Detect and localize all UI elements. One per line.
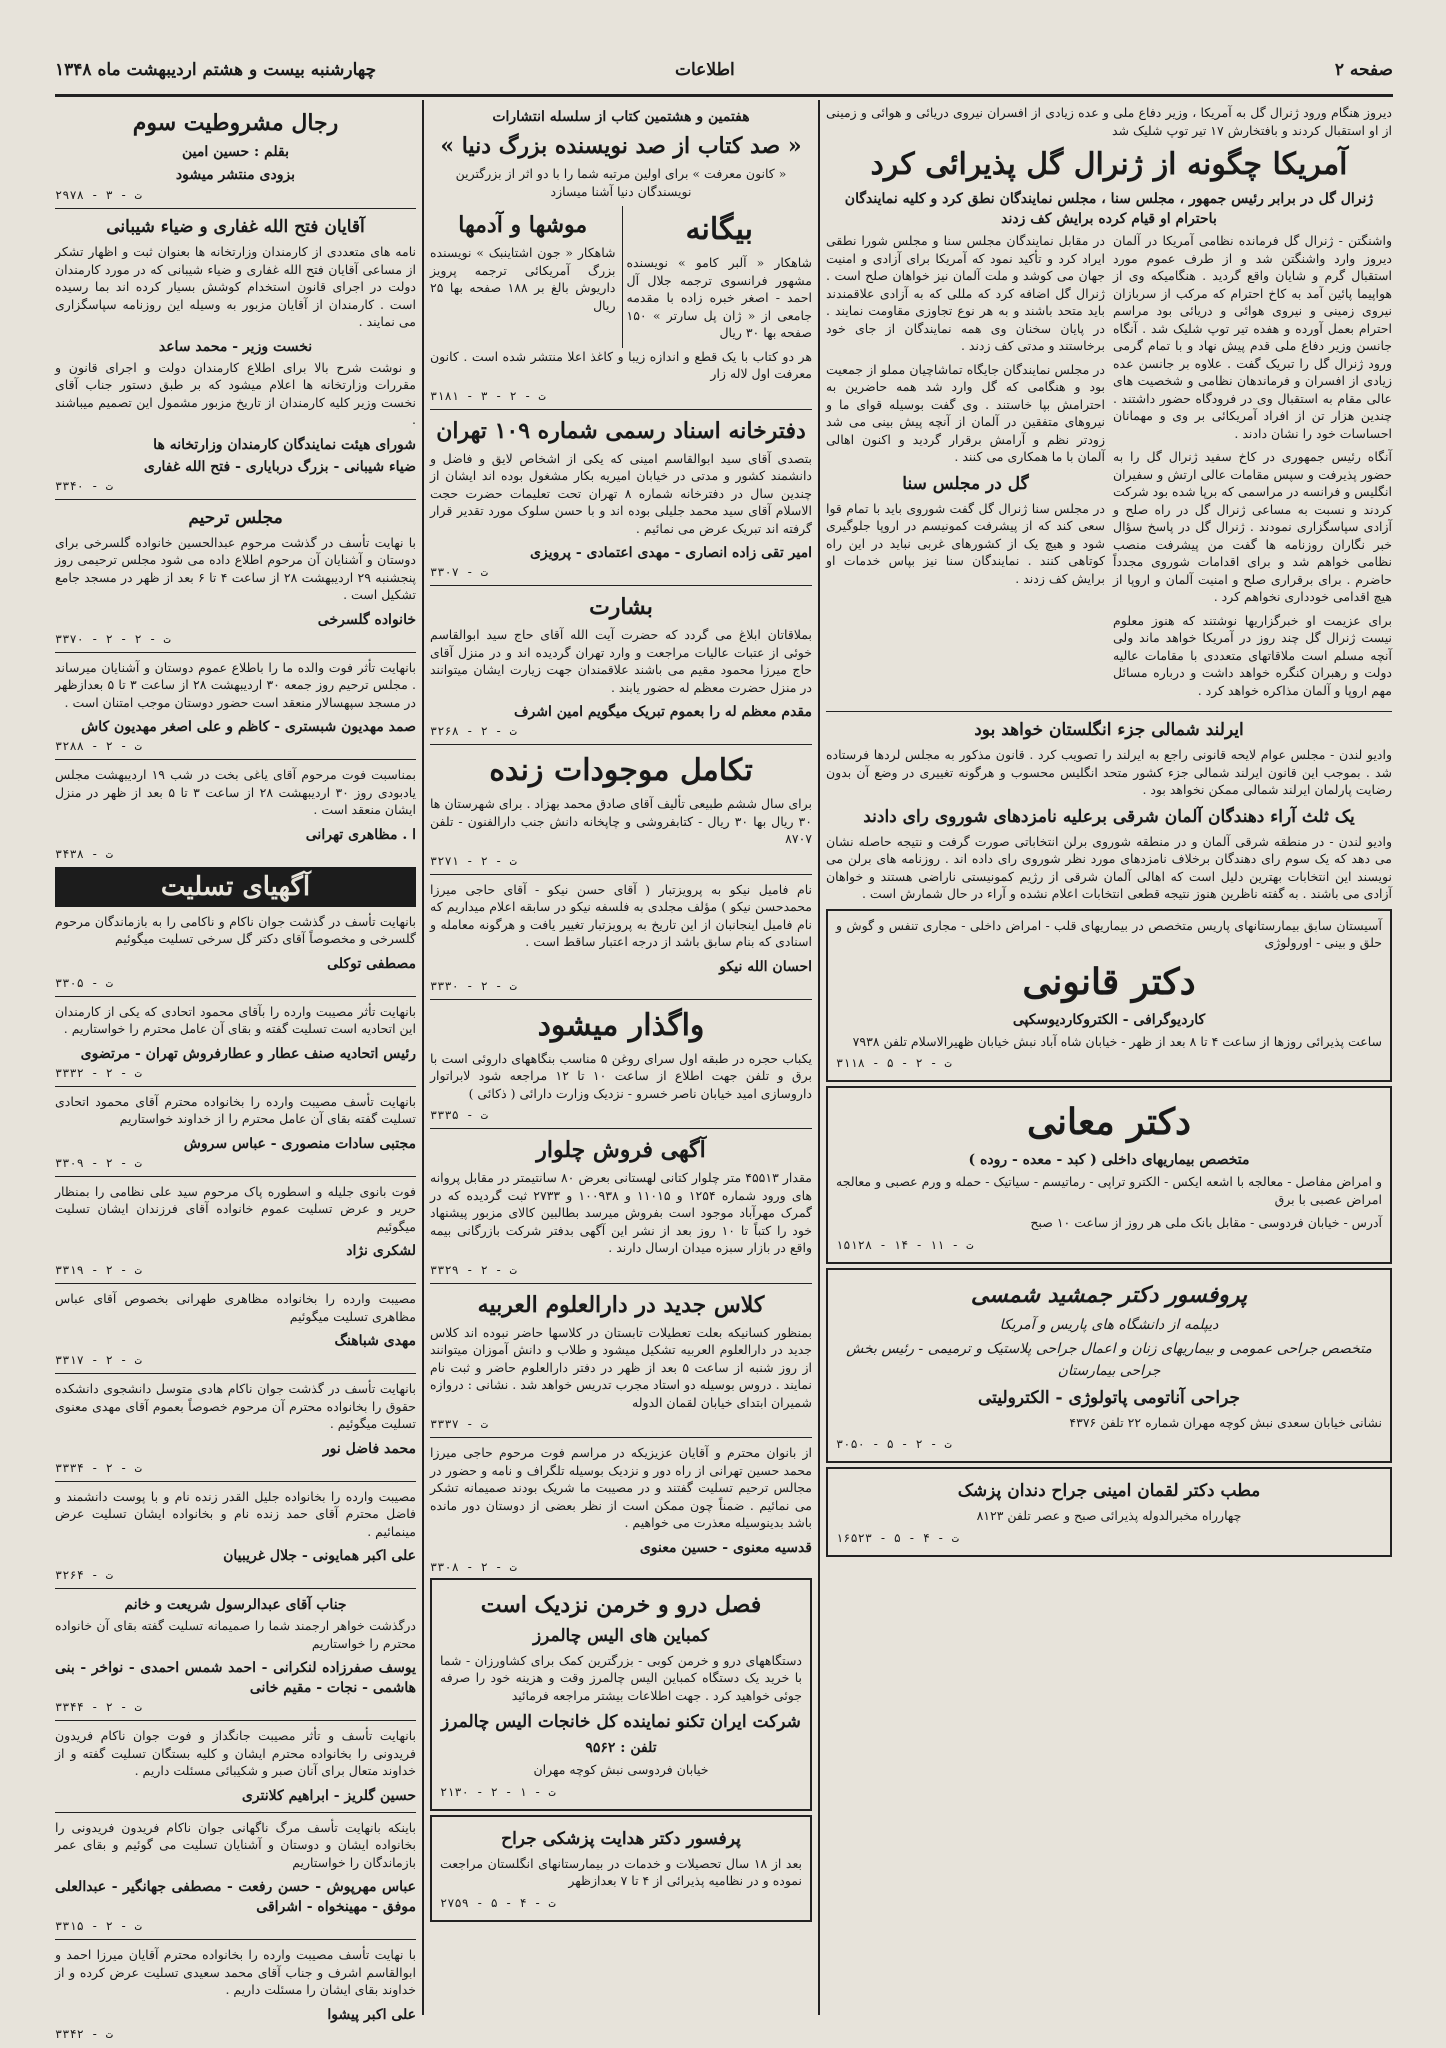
ad-code: ۳۲۸۸ - ت - ۲: [55, 739, 142, 753]
issue-date: چهارشنبه بیست و هشتم اردیبهشت ماه ۱۳۴۸: [55, 60, 377, 80]
memorial-text: با نهایت تأسف در گذشت مرحوم عبدالحسین خانواده گلسرخی برای دوستان و آشنایان آن مرحوم اطلاع داده می شود مجلس ترحیمی روز پنجشنبه ۲۹ اردیبهشت ۲۸ از ساعت ۴ تا ۶ بعد از ظهر در مسجد جامع تشکیل است .: [55, 534, 416, 602]
good-news-heading: بشارت: [589, 594, 653, 620]
harvest-heading: فصل درو و خرمن نزدیک است: [480, 1591, 762, 1618]
book-author: بقلم : حسین امین: [181, 144, 290, 160]
notary-text: بتصدی آقای سید ابوالقاسم امینی که یکی از اشخاص لایق و فاضل و دانشمند کشور و مدتی در خیابان امیریه بکار مشغول بوده اند ایشان از چندین سال در دفترخانه شماره ۸ تهران تحت تعلیمات حضرت حجت الاسلام آقای سید محمد جلیلی بوده اند و با حسن سلوک مورد تقدیر قرار گرفته اند تبریک عرض می نمائیم .: [430, 450, 812, 536]
book-text: برای سال ششم طبیعی تألیف آقای صادق محمد بهزاد . برای شهرستان ها ۳۰ ریال بها ۳۰ ریال - کتابفروشی و چاپخانه دانش جنب دارالفنون - تلفن ۸۷۰۷: [430, 796, 812, 846]
ad-code: ۳۳۳۴ - ت - ۲: [55, 1460, 142, 1475]
ad-code: ۳۲۶۸ - ت - ۲: [430, 724, 517, 738]
condolence-text: مصیبت وارده را بخانواده جلیل القدر زنده نام و با پوست دانشمند و فاضل محترم آقای حمد زنده نام و بخانواده ایشان تسلیت عرض مینمائیم .: [55, 1488, 416, 1539]
school-heading: کلاس جدید در دارالعلوم العربیه: [477, 1291, 765, 1318]
ad-harvest: [430, 1578, 812, 1811]
ad-code: ۳۲۷۱ - ت - ۲: [430, 853, 517, 868]
memorial-heading: مجلس ترحیم: [188, 507, 283, 528]
ad-dentist: [826, 1467, 1392, 1557]
column-divider-left: [422, 100, 424, 2015]
column-divider-right: [818, 100, 820, 2015]
article-body: [826, 232, 1392, 705]
ad-code: ۳۳۱۹ - ت - ۲: [55, 1263, 142, 1277]
condolence-text: بانهایت تأسف در گذشت جوان ناکام و ناکامی را به بازماندگان مرحوم گلسرخی و مخصوصاً آقای دکتر گل سرخی تسلیت میگوئیم: [55, 913, 416, 946]
harvest-company: شرکت ایران تکنو نماینده کل خانجات الیس چالمرز: [441, 1712, 801, 1732]
ad-code: ۳۳۳۵ - ت: [430, 1108, 488, 1122]
ad-code: ۳۳۰۵ - ت: [55, 975, 113, 990]
condolence-item: [55, 1488, 416, 1583]
thanks-signature: قدسیه معنوی - حسین معنوی: [639, 1539, 812, 1556]
condolence-item: [55, 1003, 416, 1080]
series-top: هفتمین و هشتمین کتاب از سلسله انتشارات: [492, 109, 750, 125]
divider: [430, 1128, 812, 1129]
article-text: در مجلس نمایندگان جایگاه تماشاچیان مملو از جمعیت بود و هنگامی که گل وارد شد همه حاضرین به احترامش بپا خاستند . وی گفت بوسیله قوای ما و نیروهای متفقین در آلمان از آنچه پیش بینی می شد زودتر نظم و آرامش برقرار گردید و اکنون اهالی آلمان با ما همکاری می کنند .: [826, 361, 1105, 464]
divider: [55, 759, 416, 760]
book-text: شاهکار « آلبر کامو » نویسنده مشهور فرانسوی ترجمه جلال آل احمد - اصغر خبره زاده با مقدمه جامعی از « ژان پل سارتر » ۱۵۰ صفحه بها ۳۰ ریال: [626, 255, 812, 340]
notice-signature: نخست وزیر - محمد ساعد: [158, 338, 313, 355]
condolence-signature: رئیس اتحادیه صنف عطار و عطارفروش تهران - مرتضوی: [80, 1045, 416, 1062]
headline-us-welcome: آمریکا چگونه از ژنرال گل پذیرائی کرد: [870, 147, 1348, 182]
book-title-constitution: رجال مشروطیت سوم: [132, 110, 339, 136]
header-rule: [55, 94, 1393, 97]
name-change-signature: احسان الله نیکو: [719, 958, 812, 975]
section-heading: گل در مجلس سنا: [902, 473, 1029, 494]
divider: [55, 652, 416, 653]
column-left: [55, 104, 416, 2041]
divider: [430, 874, 812, 875]
ad-address: چهارراه مخبرالدوله پذیرائی صبح و عصر تلفن ۸۱۲۳: [976, 1508, 1242, 1523]
notice-heading: آقایان فتح الله غفاری و ضیاء شیبانی: [106, 217, 365, 237]
notice-text: نامه های متعددی از کارمندان وزارتخانه ها بعنوان ثبت و اظهار تشکر از مساعی آقایان فتح الله غفاری و ضیاء شیبانی که در مورد کارمندان دولت در اجرای قانون استخدام کوشش بسیار کرده اند بما رسیده است . کارمندان از آقایان مزبور به وسیله این روزنامه سپاسگزاری می نمایند .: [55, 244, 416, 329]
memorial-signature: ا . مظاهری تهرانی: [305, 826, 416, 843]
notice-signature: ضیاء شیبانی - بزرگ دربایاری - فتح الله غفاری: [143, 458, 416, 475]
ad-text: متخصص جراحی عمومی و بیماریهای زنان و اعمال جراحی پلاستیک و ترمیمی - رئیس بخش جراحی بیمارستان: [846, 1340, 1372, 1379]
ad-code: ۳۰۵۰ - ت - ۲ - ۵: [836, 1437, 952, 1451]
divider: [430, 1283, 812, 1284]
book-text: شاهکار « جون اشتاینبک » نویسنده بزرگ آمریکائی ترجمه پرویز داریوش بالغ بر ۱۸۸ صفحه بها ۲۵ ریال: [430, 245, 616, 313]
divider: [55, 996, 416, 997]
ad-address: ساعت پذیرائی روزها از ساعت ۴ تا ۸ بعد از ظهر - خیابان شاه آباد نبش خیابان ظهیرالاسلام تلفن ۷۹۳۸: [852, 1033, 1382, 1049]
condolence-item: [55, 1290, 416, 1367]
school-text: بمنظور کسانیکه بعلت تعطیلات تابستان در کلاسها حاضر نبوده اند کلاس جدید در دارالعلوم العربیه تشکیل میشود و طلاب و دانش آموزان میتوانند از روز شنبه از ساعت ۵ بعد از ظهر در دفتر دارالعلوم حاضر و ثبت نام نمایند . دروس بوسیله دو استاد مجرب تدریس خواهد شد . نشانی : دروازه شمیران ابتدای خیابان لقمان الدوله: [430, 1324, 813, 1410]
ad-code: ۳۱۸۱ - ت - ۲ - ۳: [430, 388, 546, 403]
condolence-text: بانهایت تأسف مصیبت وارده را بخانواده محترم آقای محمود اتحادی تسلیت گفته بقای آن عامل محترم را از خداوند خواستاریم: [55, 1093, 416, 1126]
page-number: صفحه ۲: [1334, 60, 1393, 80]
condolence-signature: علی اکبر پیشوا: [327, 2006, 416, 2023]
ad-code: ۳۳۰۸ - ت - ۲: [430, 1559, 517, 1574]
condolence-signature: حسین گلریز - ابراهیم کلانتری: [241, 1787, 416, 1804]
ad-title: مطب دکتر لقمان امینی جراح دندان پزشک: [957, 1481, 1261, 1501]
condolence-item: [55, 1727, 416, 1806]
ad-code: ۳۳۰۹ - ت - ۲: [55, 1155, 142, 1170]
notary-signature: امیر تقی زاده انصاری - مهدی اعتمادی - پرویزی: [530, 545, 812, 561]
condolence-text: باینکه بانهایت تأسف مرگ ناگهانی جوان ناکام فریدون فریدونی را بخانواده ایشان و دوستان و آشنایان تسلیت می گوئیم و بقای عمر بازماندگان را خواستاریم: [55, 1819, 416, 1870]
ad-code: ۲۹۷۸ - ت - ۳: [55, 188, 142, 202]
condolence-item: [55, 1819, 416, 1934]
condolence-text: مصیبت وارده را بخانواده مظاهری طهرانی بخصوص آقای عباس مظاهری تسلیت میگوئیم: [55, 1291, 416, 1324]
condolence-signature: عباس مهرپوش - حسن رفعت - مصطفی جهانگیر - عبدالعلی موفق - مهینخواه - اشراقی: [55, 1879, 416, 1915]
thanks-text: از بانوان محترم و آقایان عزیزیکه در مراسم فوت مرحوم حاجی میرزا محمد حسین تهرانی از راه دور و نزدیک بوسیله تلگراف و نامه و حضور در مجالس ترحیم تسلیت گفتند و در مصیبت ما شریک بودند صمیمانه تشکر می نمائیم . ضمناً چون ممکن است از نظر بعضی از دوستان دور مانده باشد بدینوسیله معذرت می خواهیم .: [430, 1445, 812, 1530]
condolence-signature: مهدی شباهنگ: [334, 1333, 416, 1349]
headline-ireland: ایرلند شمالی جزء انگلستان خواهد بود: [974, 720, 1244, 740]
ad-code: ۳۳۰۷ - ت: [430, 565, 488, 579]
memorial-text: بانهایت تأثر فوت والده ما را باطلاع عموم دوستان و آشنایان میرساند . مجلس ترحیم روز جمعه ۳۰ اردیبهشت ۲۸ از ساعت ۳ تا ۵ بعدازظهر در مسجد سپهسالار منعقد است حضور دوستان موجب امتنان است .: [55, 659, 416, 710]
ad-code: ۳۲۶۴ - ت: [55, 1568, 113, 1582]
ad-title: پروفسور دکتر جمشید شمسی: [970, 1281, 1248, 1308]
ad-code: ۳۳۱۷ - ت - ۲: [55, 1353, 142, 1367]
ad-code: ۲۷۵۹ - ت - ۴ - ۵: [440, 1895, 556, 1910]
ad-professor-shamsi: [826, 1268, 1392, 1464]
ad-code: ۳۳۳۲ - ت - ۲: [55, 1065, 142, 1080]
ad-code: ۳۱۱۸ - ت - ۲ - ۵: [836, 1056, 952, 1070]
headline-east-germany: یک ثلث آراء دهندگان آلمان شرقی برعلیه نامزدهای شوروی رای دادند: [863, 806, 1355, 827]
condolence-signature: علی اکبر همایونی - جلال غریبیان: [223, 1548, 416, 1564]
memorial-text: بمناسبت فوت مرحوم آقای یاغی بخت در شب ۱۹ اردیبهشت مجلس یادبودی روز ۳۰ اردیبهشت ۲۸ از ساعت ۳ تا ۵ بعد از ظهر در منزل ایشان منعقد است .: [55, 767, 416, 817]
condolence-text: فوت بانوی جلیله و اسطوره پاک مرحوم سید علی نظامی را بمنظار حریر و عرض تسلیت عموم خانواده آقای فرزندان ایشان تسلیت میگوئیم: [55, 1183, 416, 1234]
ad-code: ۲۱۳۰ - ت - ۱ - ۲: [440, 1784, 556, 1799]
newspaper-name: اطلاعات: [675, 60, 735, 80]
ad-code: ۳۳۱۵ - ت - ۲: [55, 1919, 142, 1933]
ad-code: ۱۵۱۲۸ - ت - ۱۱ - ۱۴: [836, 1237, 974, 1252]
ad-subtitle: کاردیوگرافی - الکتروکاردیوسکپی: [1012, 1011, 1206, 1028]
name-change-text: نام فامیل نیکو به پرویزتبار ( آقای حسن نیکو - آقای حاجی میرزا محمدحسن نیکو ) مؤلف مجلدی به فلسفه نیکو در سابقه اعلام میداریم که نام فامیل اینجانبان از این تاریخ به پرویزتبار تغییر یافت و هرگونه معامله و اسنادی که بنام سابق باشد از درجه اعتبار ساقط است .: [430, 881, 812, 949]
page-header: [55, 52, 1393, 92]
memorial-signature: صمد مهدیون شبستری - کاظم و علی اصغر مهدیون کاش: [81, 719, 416, 735]
condolence-text: بانهایت تأثر مصیبت وارده را بآقای محمود اتحادی که یکی از کارمندان این اتحادیه است تسلیت گفته و بقای آن عامل محترم را خواستاریم .: [55, 1003, 416, 1036]
notice-signature: شورای هیئت نمایندگان کارمندان وزارتخانه ها: [153, 436, 416, 453]
condolence-heading: جناب آقای عبدالرسول شریعت و خانم: [124, 1597, 347, 1613]
article-text: وادیو لندن - در منطقه شرقی آلمان و در منطقه شوروی برلن انتخاباتی صورت گرفت و نتیجه حاصله نشان می دهد که یک سوم رای دهندگان برخلاف نامزدهای مورد نظر شوروی رای داده اند . روزنامه های برلن می نویسند این انتخابات بهترین دلیل است که اهالی آلمان شرقی از رژیم کمونیستی ناراضی هستند و خواهان آزادی می باشند . به گفته ناظرین هنوز نتیجه قطعی انتخابات اعلام نشده و آراء در حال شمارش است .: [826, 833, 1392, 901]
condolence-item: [55, 1183, 416, 1278]
ad-code: ۳۳۷۰ - ت - ۲ - ۲: [55, 631, 171, 646]
ad-code: ۳۳۲۹ - ت - ۲: [430, 1262, 517, 1277]
column-middle: [430, 104, 812, 2009]
condolence-signature: محمد فاضل نور: [322, 1440, 416, 1457]
notice-text: و نوشت شرح بالا برای اطلاع کارمندان دولت و اجرای قانون و مقررات وزارتخانه ها اعلام میشود که بر طبق دستور جناب آقای نخست وزیر کلیه کارمندان از تاریخ مزبور مشمول این تصمیم میباشند .: [55, 359, 416, 427]
ad-code: ۳۳۴۴ - ت - ۲: [55, 1700, 142, 1714]
ad-subtitle: متخصص بیماریهای داخلی ( کبد - معده - روده ): [968, 1152, 1250, 1168]
divider: [430, 1437, 812, 1438]
divider: [55, 1481, 416, 1482]
book-soon: بزودی منتشر میشود: [175, 167, 296, 183]
sale-heading: آگهی فروش چلوار: [536, 1137, 706, 1163]
ad-subtitle: دیپلمه از دانشگاه های پاریس و آمریکا: [999, 1316, 1219, 1333]
ad-code: ۱۶۵۲۳ - ت - ۴ - ۵: [836, 1530, 959, 1545]
article-text: آنگاه رئیس جمهوری در کاخ سفید ژنرال گل را به حضور پذیرفت و سپس مقامات عالی ارتش و سفیران انگلیس و فرانسه در مراسمی که برپا شده بود شرکت کردند و نسبت به مساعی ژنرال گل در راه صلح و آزادی سپاسگزاری نمودند . ژنرال گل در پاسخ سؤال خبر نگاران روزنامه ها گفت من پیشرفت منصب نظامی خواهم شد و برای اقدامات شوروی مجدداً حاضرم . برای برقراری صلح و امنیت آلمان و اروپا از هیچ اقدامی خودداری نخواهم کرد .: [1113, 449, 1392, 604]
condolence-item: [55, 1946, 416, 2041]
good-news-text: بملاقاتان ابلاغ می گردد که حضرت آیت الله آقای حاج سید ابوالقاسم خوئی از عتبات عالیات مراجعت و وارد تهران گردیده اند و در منزل آقای حاج میرزا محمود مقیم می باشند علاقمندان جهت زیارت ایشان میتوانند در منزل حضرت معظم له حضور یابند .: [430, 627, 812, 695]
transfer-text: یکباب حجره در طبقه اول سرای روغن ۵ مناسب بنگاههای داروئی است با برق و تلفن جهت اطلاع از ساعت ۱۰ تا ۱۲ مراجعه شود لابراتوار داروسازی امید خیابان ناصر خسرو - نزدیک وزارت دارائی ( ذکائی ): [430, 1050, 812, 1101]
divider: [826, 711, 1392, 712]
ad-title: دکتر معانی: [1026, 1101, 1192, 1143]
ad-doctor-maani: [826, 1086, 1392, 1264]
column-right: [826, 104, 1392, 2009]
condolence-signature: مصطفی توکلی: [327, 955, 416, 972]
ad-surgeon: [430, 1815, 812, 1922]
ad-title: دکتر قانونی: [1022, 960, 1196, 1003]
condolence-item: [55, 1595, 416, 1714]
condolence-item: [55, 1093, 416, 1170]
ad-address: آدرس - خیابان فردوسی - مقابل بانک ملی هر روز از ساعت ۱۰ صبح: [1030, 1215, 1382, 1230]
sale-text: مقدار ۴۵۵۱۳ متر چلوار کتانی لهستانی بعرض ۸۰ سانتیمتر در مقابل پروانه های ورود شماره ۱۲۵۴ و ۱۱۰۱۵ و ۱۰۰۹۳۸ و ۲۷۳۳ ثبت گردیده که در گمرک مهرآباد موجود است بفروش میرسد بطالبین کالای مزبور پیشنهاد خود را کتباً تا ۱۰ روز بعد از نشر این آگهی بدفتر شرکت بازرگانی بیمه واقع در بازار سبزه میدان ارسال دارند .: [430, 1170, 813, 1255]
divider: [55, 1176, 416, 1177]
article-text: در مجلس سنا ژنرال گل گفت شوروی باید با تمام قوا سعی کند که از پیشرفت کمونیسم در اروپا جلوگیری شود و هیچ یک از کشورهای غربی نباید در این راه کوتاهی کنند . نمایندگان سنا نیز بپاس خدمات او برایش کف زدند .: [826, 500, 1105, 586]
book-ads: [430, 206, 812, 348]
divider: [55, 1720, 416, 1721]
divider: [55, 208, 416, 209]
divider: [55, 1812, 416, 1813]
condolence-signature: مجتبی سادات منصوری - عباس سروش: [183, 1135, 416, 1152]
surgeon-text: بعد از ۱۸ سال تحصیلات و خدمات در بیمارستانهای انگلستان مراجعت نموده و در نظامیه پذیرائی از ۴ تا ۷ بعدازظهر: [440, 1855, 802, 1888]
divider: [55, 499, 416, 500]
harvest-address: خیابان فردوسی نبش کوچه مهران: [533, 1762, 709, 1777]
harvest-subheading: کمباین های الیس چالمرز: [532, 1625, 710, 1646]
book-title-stranger: بیگانه: [685, 212, 754, 247]
books-note: هر دو کتاب با یک قطع و اندازه زیبا و کاغذ اعلا منتشر شده است . کانون معرفت اول لاله زار: [430, 348, 812, 381]
ad-address: نشانی خیابان سعدی نبش کوچه مهران شماره ۲۲ تلفن ۴۳۷۶: [1069, 1414, 1382, 1430]
condolence-signature: یوسف صفرزاده لنکرانی - احمد شمس احمدی - نواخر - بنی هاشمی - نجات - مقیم خانی: [55, 1660, 416, 1696]
article-text: در مقابل نمایندگان مجلس سنا و مجلس شورا نطقی ایراد کرد و تأکید نمود که آمریکا برای آزادی و امنیت جهان می کوشد و ملت آلمان نیز خواهان صلح است . ژنرال گل اضافه کرد که مللی که به آزادی علاقمندند باید متحد باشند و به هر نوع تجاوزی مقاومت نمایند . در پایان سخنان وی همه نمایندگان از جای خود برخاستند و مدتی کف زدند .: [826, 233, 1105, 353]
harvest-phone: تلفن : ۹۵۶۲: [585, 1740, 657, 1756]
condolence-text: بانهایت تأسف و تأثر مصیبت جانگداز و فوت جوان ناکام فریدون فریدونی را بخانواده محترم ایشان و کلیه بستگان تسلیت گفته و از خداوند متعال برای آنان صبر و شکیبائی مسئلت داریم .: [55, 1728, 416, 1778]
condolence-banner: آگهیای تسلیت: [55, 867, 416, 907]
subheadline: ژنرال گل در برابر رئیس جمهور ، مجلس سنا ، مجلس نمایندگان نطق کرد و کلیه نمایندگان باحترام او قیام کرده برایش کف زدند: [844, 191, 1374, 227]
ad-code: ۳۳۳۷ - ت: [430, 1417, 488, 1431]
divider: [430, 999, 812, 1000]
condolence-text: بانهایت تأسف در گذشت جوان ناکام هادی متوسل دانشجوی دانشکده حقوق را بخانواده محترم آن مرحوم خصوصاً بعموم آقای مهدی معنوی تسلیت میگوئیم .: [55, 1381, 416, 1431]
condolence-item: [55, 1380, 416, 1475]
memorial-signature: خانواده گلسرخی: [317, 611, 416, 628]
book-heading-evolution: تکامل موجودات زنده: [489, 753, 753, 788]
harvest-text: دستگاههای درو و خرمن کوبی - بزرگترین کمک برای کشاورزان - شما با خرید یک دستگاه کمباین الیس چالمرز وقت و هزینه خود را صرفه جوئی خواهید کرد . جهت اطلاعات بیشتر مراجعه فرمائید: [440, 1652, 802, 1703]
article-intro: دیروز هنگام ورود ژنرال گل به آمریکا ، وزیر دفاع ملی و عده زیادی از افسران نیروی دریائی و هوائی و زمینی از او استقبال کردند و بافتخارش ۱۷ تیر توپ شلیک شد: [826, 105, 1392, 138]
article-text: برای عزیمت او خبرگزاریها نوشتند که هنوز معلوم نیست ژنرال گل چند روز در آمریکا خواهد ماند ولی آنچه مسلم است ملاقاتهای متعددی با مقامات عالیه دولت و رهبران کنگره خواهد داشت و درباره مسائل مهم اروپا و آلمان مذاکره خواهد کرد .: [1113, 612, 1392, 698]
ad-text: و امراض مفاصل - معالجه با اشعه ایکس - الکترو تراپی - رماتیسم - سیاتیک - حمله و ورم عصبی و معالجه امراض عصبی با برق: [836, 1174, 1382, 1207]
divider: [430, 744, 812, 745]
series-title: « صد کتاب از صد نویسنده بزرگ دنیا »: [440, 133, 802, 159]
divider: [55, 1283, 416, 1284]
condolence-signature: لشکری نژاد: [346, 1243, 416, 1259]
article-text: وادیو لندن - مجلس عوام لایحه قانونی راجع به ایرلند را تصویب کرد . قانون مذکور به مجلس لردها فرستاده شد . بموجب این قانون ایرلند شمالی جزء کشور متحد انگلیس محسوب و هرگونه تغییری در وضع آن بدون رضایت پارلمان ایرلند شمالی ممکن نخواهد بود .: [826, 747, 1392, 797]
ad-text: آسیستان سابق بیمارستانهای پاریس متخصص در بیماریهای قلب - امراض داخلی - مجاری تنفس و گوش و حلق و بینی - اورولوژی: [836, 917, 1382, 950]
ad-specialty: جراحی آناتومی پاتولوژی - الکترولیتی: [978, 1387, 1240, 1408]
divider: [55, 1588, 416, 1589]
divider: [430, 585, 812, 586]
ad-code: ۳۴۳۸ - ت: [55, 846, 113, 861]
condolence-text: درگذشت خواهر ارجمند شما را صمیمانه تسلیت گفته بقای آن خانواده محترم را خواستاریم: [55, 1618, 416, 1651]
ad-code: ۳۳۴۰ - ت: [55, 478, 113, 493]
ad-doctor-ghanouni: [826, 909, 1392, 1083]
series-note: « کانون معرفت » برای اولین مرتبه شما را با دو اثر از بزرگترین نویسندگان دنیا آشنا میسازد: [455, 166, 787, 199]
divider: [55, 1939, 416, 1940]
book-title-mice-and-men: موشها و آدمها: [458, 212, 588, 238]
condolence-text: با نهایت تأسف مصیبت وارده را بخانواده محترم آقایان میرزا احمد و ابوالقاسم اشرف و جناب آقای محمد سعیدی تسلیت عرض کرده و از خداوند بقای ایشان را مسئلت داریم .: [55, 1947, 416, 1997]
transfer-heading: واگذار میشود: [537, 1007, 705, 1043]
article-text: واشنگتن - ژنرال گل فرمانده نظامی آمریکا در آلمان دیروز وارد واشنگتن شد و از طرف عموم مورد استقبال گرم و شایان واقع گردید . هنگامیکه وی از هواپیما پائین آمد به کاخ احترام که مرکب از سربازان نیروی زمینی و نیروی هوائی و دریائی بود مراسم احترام بعمل آورده و هفده تیر توپ شلیک شد . آنگاه جانسن وزیر دفاع ملی قدم پیش نهاد و با تمام گرمی ورود ژنرال گل را تبریک گفت . علاوه بر جانسن عده زیادی از افسران و فرماندهان نظامی و شخصیت های عالی مقام به استقبال وی در فرودگاه حضور داشتند . چندین هزار تن از افراد آمریکائی بر وی و مهمانان احساسات خود را نشان دادند .: [1113, 233, 1392, 441]
good-news-signature: مقدم معظم له را بعموم تبریک میگویم امین اشرف: [513, 704, 812, 720]
condolence-item: [55, 913, 416, 990]
ad-code: ۳۳۳۰ - ت - ۲: [430, 978, 517, 993]
divider: [55, 1373, 416, 1374]
notary-heading: دفترخانه اسناد رسمی شماره ۱۰۹ تهران: [436, 417, 806, 444]
surgeon-heading: پرفسور دکتر هدایت پزشکی جراح: [501, 1828, 741, 1849]
divider: [55, 1086, 416, 1087]
ad-code: ۳۳۴۲ - ت: [55, 2026, 113, 2041]
divider: [430, 409, 812, 410]
